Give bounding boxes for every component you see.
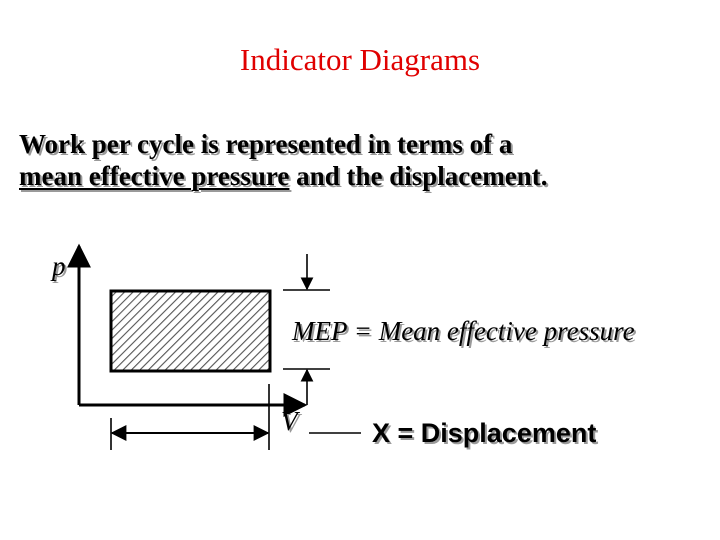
body-line-1: Work per cycle is represented in terms of a xyxy=(19,129,513,159)
slide-title: Indicator Diagrams xyxy=(239,42,481,77)
displacement-label: X = Displacement xyxy=(372,418,597,448)
displacement-dimension xyxy=(111,384,361,450)
volume-axis-label: V xyxy=(281,406,298,436)
pressure-axis-label: p xyxy=(52,251,66,281)
underlined-term: mean effective pressure xyxy=(19,161,290,191)
work-area-rectangle xyxy=(111,291,270,371)
body-line-2-rest: and the displacement. xyxy=(289,161,548,191)
mep-label: MEP = Mean effective pressure xyxy=(292,316,635,346)
